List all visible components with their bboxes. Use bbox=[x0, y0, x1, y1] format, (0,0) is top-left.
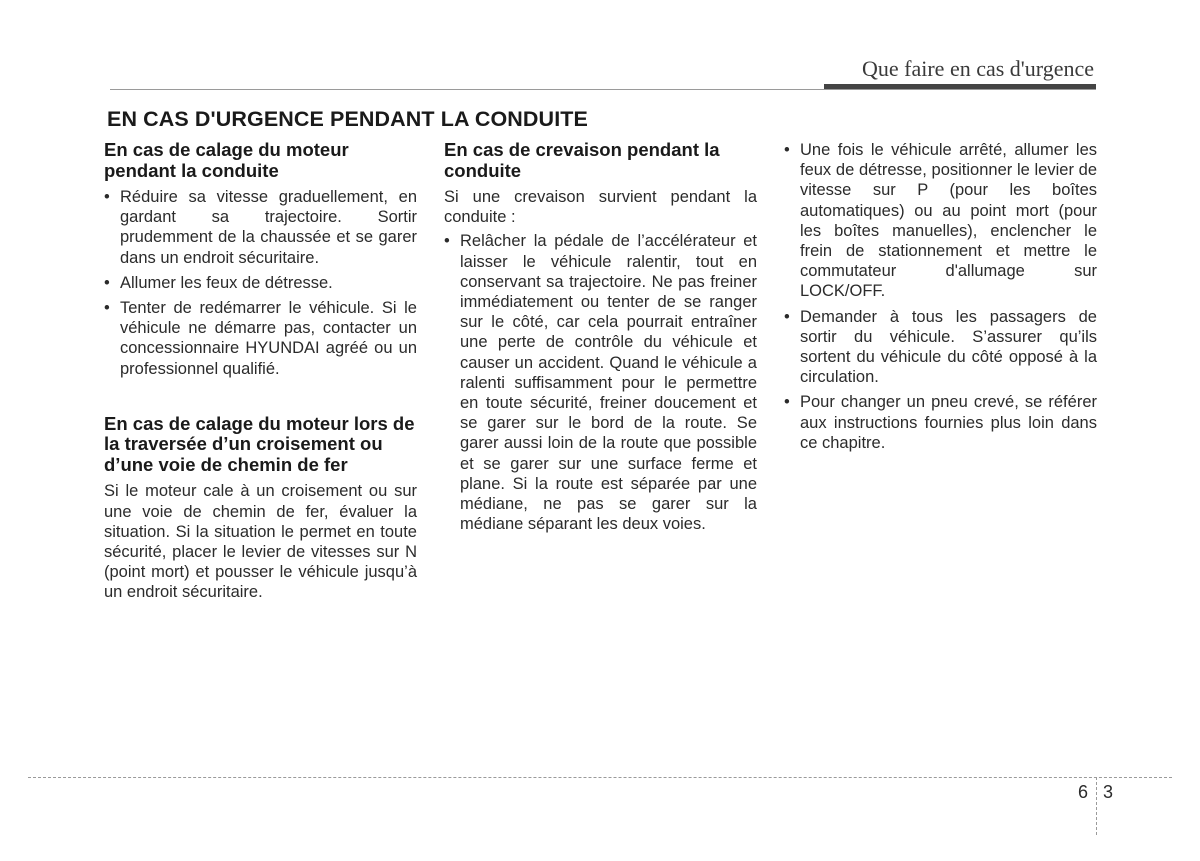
bullet-list bbox=[104, 187, 417, 379]
heading-flat-tire: En cas de crevaison pendant la conduite bbox=[444, 139, 720, 181]
list-item bbox=[444, 231, 757, 534]
column-3 bbox=[784, 140, 1097, 458]
bullet-list bbox=[784, 140, 1097, 453]
chapter-number: 6 bbox=[1078, 782, 1089, 802]
bullet-icon: • bbox=[784, 307, 790, 326]
list-item-text: Relâcher la pédale de l’accélérateur et laisser le véhicule ralentir, tout en conservant sa trajectoire. Ne pas freiner immédiatement ou tenter de se ranger sur le côté, car cela pourrait entraîner une perte de contrôle du véhicule et causer un accident. Quand le véhicule a ralenti suffisamment pour le permettre en toute sécurité, freiner doucement et se garer sur le bord de la route. Se garer aussi loin de la route que possible et se garer sur une surface ferme et plane. Si la route est séparée par une médiane, ne pas se garer sur la médiane séparant les deux voies. bbox=[460, 232, 757, 534]
column-2 bbox=[444, 140, 757, 539]
list-item-text: Une fois le véhicule arrêté, allumer les feux de détresse, positionner le levier de vitesse sur P (pour les boîtes automatiques) ou au point mort (pour les boîtes manuelles), enclencher le frein de stationnement et mettre le commutateur d'allumage sur LOCK/OFF. bbox=[800, 141, 1097, 301]
header-rule-thin bbox=[110, 89, 1096, 90]
heading-engine-stall-crossing: En cas de calage du moteur lors de la traversée d’un croisement ou d’une voie de chemin de fer bbox=[104, 412, 415, 475]
list-item-text: Pour changer un pneu crevé, se référer aux instructions fournies plus loin dans ce chapitre. bbox=[800, 393, 1097, 452]
paragraph-flat-tire-intro: Si une crevaison survient pendant la conduite : bbox=[444, 188, 757, 227]
list-item bbox=[784, 140, 1097, 302]
list-item bbox=[784, 392, 1097, 453]
bullet-icon: • bbox=[444, 232, 450, 251]
bullet-icon: • bbox=[104, 188, 110, 206]
list-item-text: Tenter de redémarrer le véhicule. Si le véhicule ne démarre pas, contacter un concessionnaire HYUNDAI agréé ou un professionnel qualifié. bbox=[120, 299, 417, 378]
list-item bbox=[104, 187, 417, 268]
bullet-icon: • bbox=[104, 273, 110, 292]
bullet-list bbox=[444, 231, 757, 534]
bullet-icon: • bbox=[784, 393, 790, 412]
running-header-title: Que faire en cas d'urgence bbox=[862, 56, 1094, 81]
footer-divider bbox=[1096, 777, 1097, 835]
list-item bbox=[104, 298, 417, 379]
heading-engine-stall-driving: En cas de calage du moteur pendant la conduite bbox=[104, 139, 349, 181]
list-item bbox=[784, 307, 1097, 388]
list-item bbox=[104, 273, 417, 293]
bullet-icon: • bbox=[784, 141, 790, 159]
bullet-icon: • bbox=[104, 299, 110, 318]
list-item-text: Réduire sa vitesse graduellement, en gardant sa trajectoire. Sortir prudemment de la chaussée et se garer dans un endroit sécuritaire. bbox=[120, 188, 417, 267]
paragraph-crossing: Si le moteur cale à un croisement ou sur une voie de chemin de fer, évaluer la situation. Si la situation le permet en toute sécurité, placer le levier de vitesses sur N (point mort) et pousser le véhicule jusqu’à un endroit sécuritaire. bbox=[104, 482, 417, 602]
section-title: EN CAS D'URGENCE PENDANT LA CONDUITE bbox=[107, 107, 588, 131]
page-number: 3 bbox=[1103, 782, 1114, 802]
column-1 bbox=[104, 140, 417, 603]
list-item-text: Allumer les feux de détresse. bbox=[120, 273, 333, 292]
list-item-text: Demander à tous les passagers de sortir du véhicule. S’assurer qu’ils sortent du véhicule du côté opposé à la circulation. bbox=[800, 307, 1097, 387]
footer-rule bbox=[28, 777, 1172, 778]
